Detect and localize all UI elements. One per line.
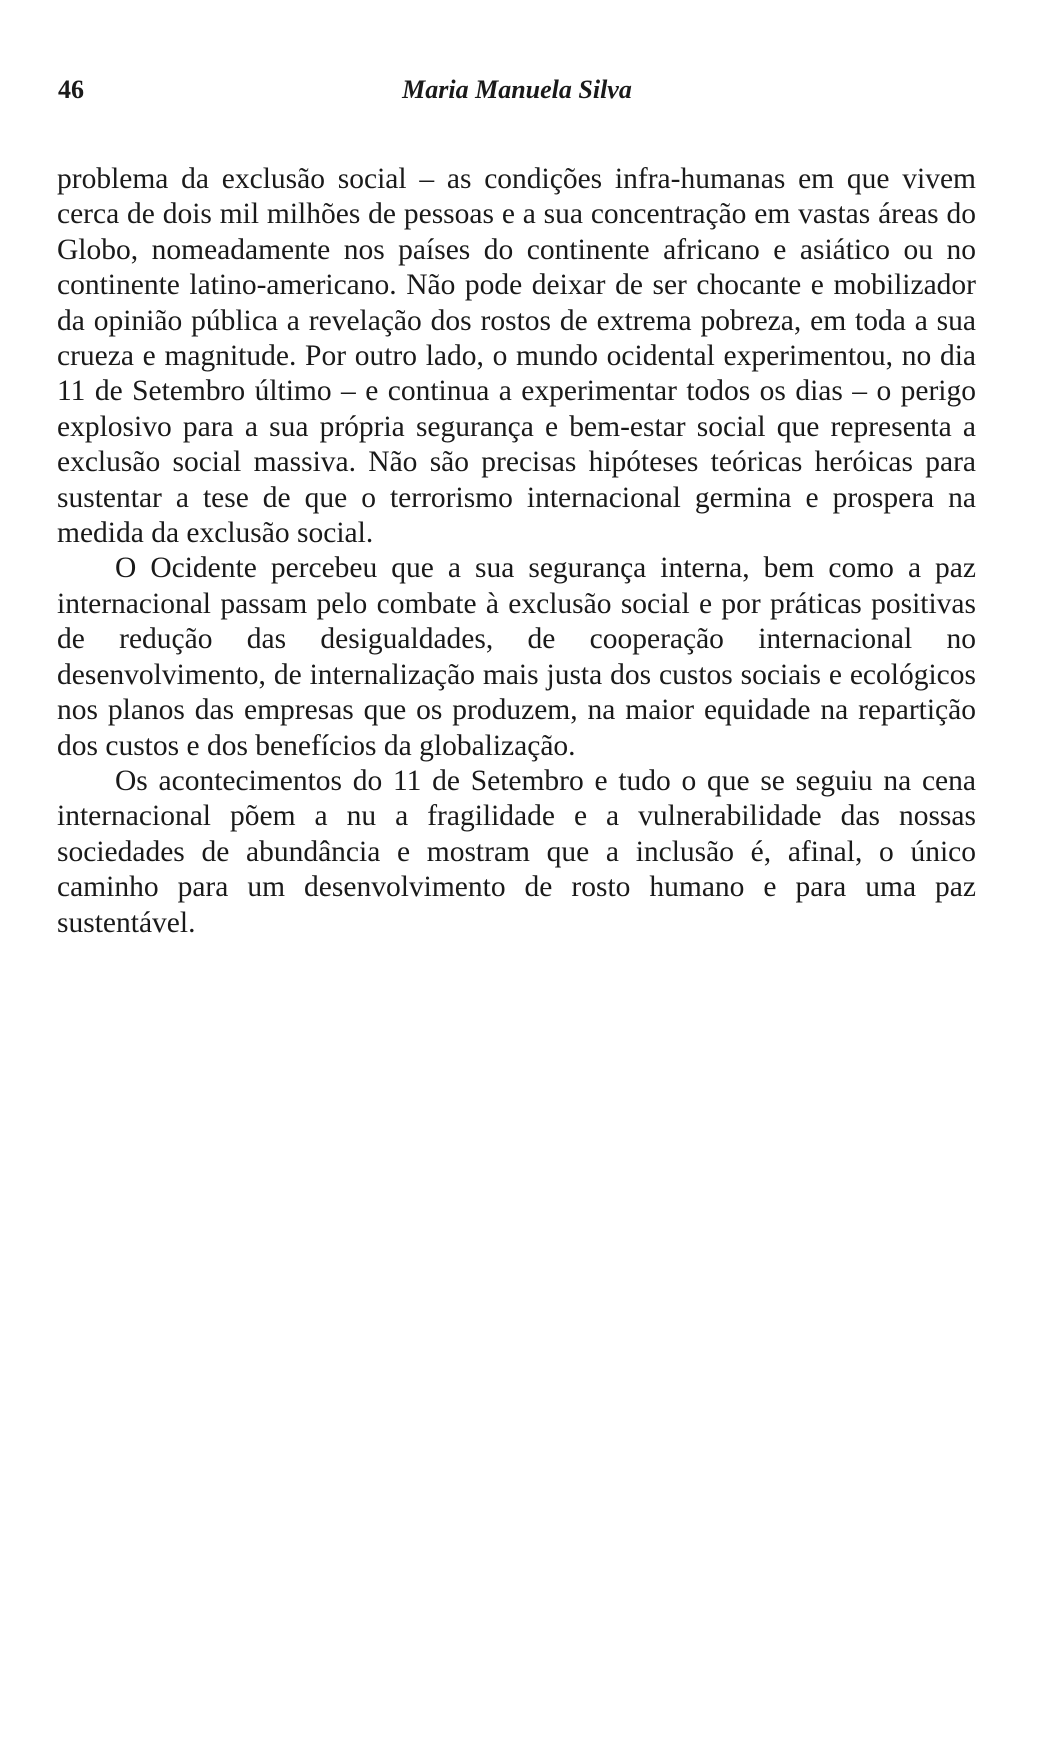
paragraph-3: Os acontecimentos do 11 de Setembro e tudo o que se seguiu na cena internacional põem a nu a fragilidade e a vulnerabilidade das nossas sociedades de abundância e mostram que a inclusão é, afinal, o único caminho para um desenvolvimento de rosto humano e para uma paz sustentável. xyxy=(57,764,976,939)
paragraph-2: O Ocidente percebeu que a sua segurança interna, bem como a paz internacional passam pelo combate à exclusão social e por práticas positivas de redução das desigualdades, de cooperação internacional no desenvolvimento, de internalização mais justa dos custos sociais e ecológicos nos planos das empresas que os produzem, na maior equidade na repartição dos custos e dos benefícios da globalização. xyxy=(57,552,976,762)
body-text xyxy=(57,162,976,941)
page-number: 46 xyxy=(58,75,84,104)
running-head: Maria Manuela Silva xyxy=(402,75,632,104)
page-header xyxy=(58,70,976,110)
paragraph-1: problema da exclusão social – as condições infra-humanas em que vivem cerca de dois mil milhões de pessoas e a sua concentração em vastas áreas do Globo, nomeadamente nos países do continente africano e asiático ou no continente latino-americano. Não pode deixar de ser chocante e mobilizador da opinião pública a revelação dos rostos de extrema pobreza, em toda a sua crueza e magnitude. Por outro lado, o mundo ocidental experimentou, no dia 11 de Setembro último – e continua a experimentar todos os dias – o perigo explosivo para a sua própria segurança e bem-estar social que representa a exclusão social massiva. Não são precisas hipóteses teóricas heróicas para sustentar a tese de que o terrorismo internacional germina e prospera na medida da exclusão social. xyxy=(57,163,976,550)
